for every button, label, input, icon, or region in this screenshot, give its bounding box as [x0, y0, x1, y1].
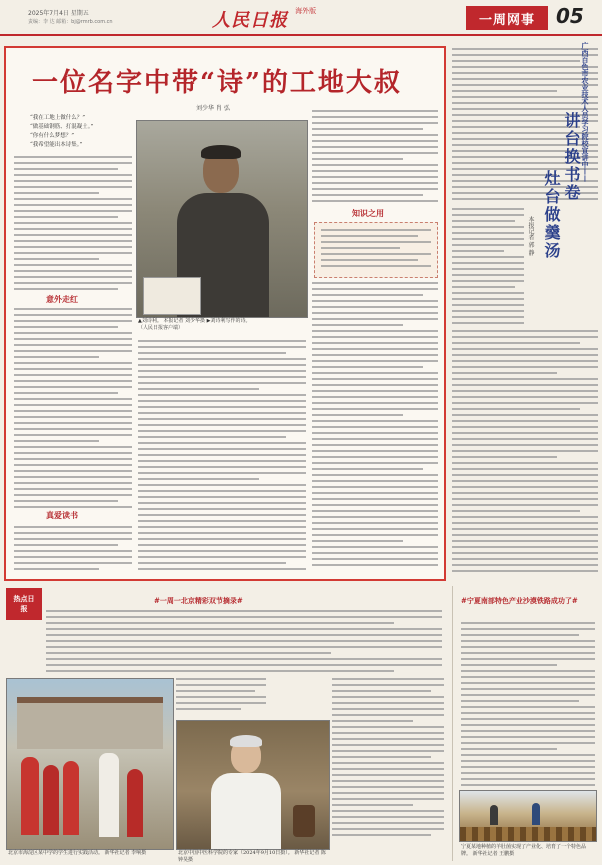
poem-quote-lines: [321, 229, 431, 273]
worker-photo: [136, 120, 308, 318]
doctor-photo: [176, 720, 330, 850]
photo-caption-1: 北京市海淀区某中学的学生进行实践活动。 新华社记者 李响摄: [8, 850, 147, 856]
subhead-love-reading: 真爱读书: [46, 510, 78, 520]
poem-quote-box: [314, 222, 438, 278]
student: [43, 765, 59, 835]
feature-headline: 一位名字中带“诗”的工地大叔: [32, 68, 402, 98]
hot-topic-badge: [6, 588, 42, 620]
worker-hair: [201, 145, 241, 159]
crop-row: [460, 827, 596, 841]
bottom-left-section-title: #一周一北京精彩双节摘录#: [154, 596, 243, 605]
farm-photo: [459, 790, 597, 842]
student: [127, 769, 143, 837]
subhead-viral: 意外走红: [46, 294, 78, 304]
intro-poem: [30, 114, 130, 150]
right-headline-a: 讲台换书卷: [562, 112, 581, 202]
newspaper-logo: [212, 6, 316, 32]
page-number: 05: [556, 4, 584, 28]
main-feature-box: [4, 46, 446, 581]
column-1-body: [14, 156, 132, 294]
right-bracket-title: 广西百色市农业技术人员学习院校宣讲中——: [581, 42, 590, 182]
badge-label: 热点日报: [13, 594, 35, 613]
right-body: [452, 208, 524, 328]
photo-caption: ▲刘诗利。 本报记者 刘少华摄 ▶刘诗利写作的诗。（人民日报客户端）: [138, 318, 251, 331]
student: [21, 757, 39, 835]
logo-edition: 海外版: [295, 7, 317, 15]
header-date: 2025年7月4日 星期五: [28, 10, 89, 17]
poem-line: “我在工地上做什么？”: [30, 115, 86, 121]
right-column-story: [450, 40, 598, 582]
bottom-right-section-title: #宁夏南部特色产业沙漠铁路成功了#: [461, 596, 578, 605]
feature-byline: 刘少华 肖 弘: [196, 105, 230, 112]
bottom-right-feature: [452, 586, 599, 861]
right-headline-b: 灶台做羹汤: [542, 170, 561, 260]
poem-card: [143, 277, 201, 315]
column-3-body-2: [312, 282, 438, 576]
farmer: [490, 805, 498, 825]
column-1-body-3: [14, 526, 132, 576]
building: [17, 697, 163, 749]
poem-line: “做基础钢筋、打混凝土。”: [30, 124, 94, 130]
bottom-left-body: [176, 678, 266, 718]
student: [99, 753, 119, 837]
student: [63, 761, 79, 835]
column-2-body: [138, 340, 306, 576]
header-rule: [0, 34, 602, 36]
photo-caption-3: 宁夏某地种植的羊肚菌实现了产业化、培育了一个特色品牌。 新华社记者 王鹏摄: [461, 844, 587, 857]
section-name: 一周网事: [478, 12, 535, 28]
header-meta: 责编：李 达 邮箱：bj@rmrb.com.cn: [28, 19, 113, 25]
students-photo: [6, 678, 174, 850]
bottom-left-body-2: [332, 678, 444, 848]
right-author: 本报记者 郭 静: [527, 216, 534, 256]
poem-line: “我希望能出本诗集。”: [30, 142, 83, 148]
section-tab: [466, 6, 548, 30]
herb-jar: [293, 805, 315, 837]
column-3-body: [312, 110, 438, 204]
doctor-coat: [211, 773, 281, 849]
logo-text: 人民日报: [212, 10, 288, 31]
right-body-2: [452, 330, 598, 580]
bottom-right-body: [461, 622, 595, 800]
subhead-knowledge: 知识之用: [352, 208, 384, 218]
doctor-hair: [230, 735, 262, 747]
column-1-body-2: [14, 308, 132, 510]
photo-caption-2: 北京中国中医科学院的专家（2024年9月10日摄）。 新华社记者 陈钟昊摄: [178, 850, 326, 863]
farmer: [532, 803, 540, 825]
poem-line: “你有什么梦想？”: [30, 133, 75, 139]
bottom-left-feature: [4, 586, 444, 861]
bottom-left-intro: [46, 610, 442, 676]
